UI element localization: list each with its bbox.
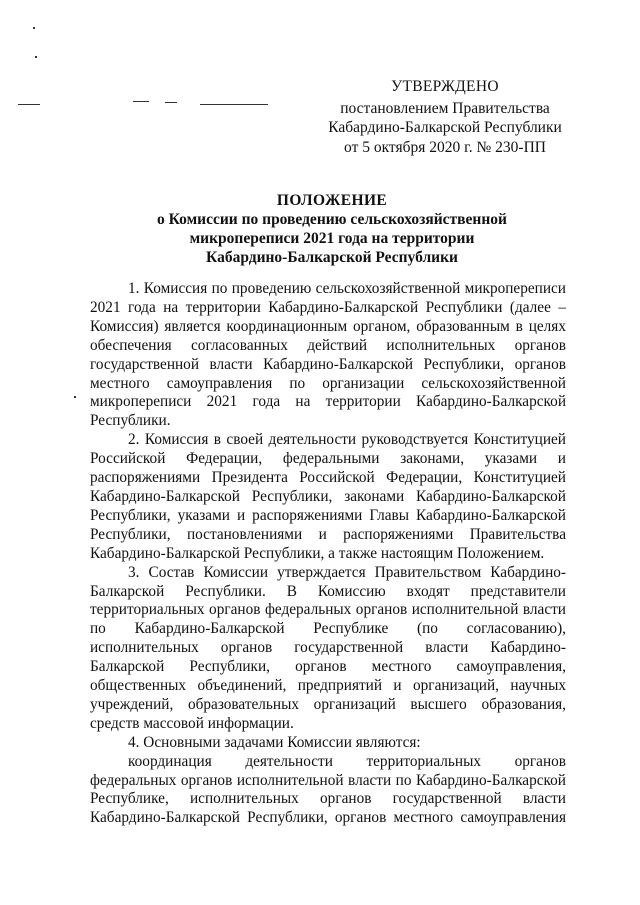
title-line: о Комиссии по проведению сельскохозяйственной	[157, 211, 507, 228]
paragraph: 1. Комиссия по проведению сельскохозяйственной микропереписи 2021 года на территории Кабардино-Балкарской Республики (далее – Комиссия) является координационным органом, образованным в целях обеспечения согласованных действий исполнительных органов государственной власти Кабардино-Балкарской Республики, органов местного самоуправления по организации сельскохозяйственной микропереписи 2021 года на территории Кабардино-Балкарской Республики.	[90, 280, 566, 430]
scan-line	[165, 102, 177, 103]
approval-line: постановлением Правительства	[340, 99, 550, 117]
title-line: микропереписи 2021 года на территории	[189, 230, 475, 247]
scan-mark	[33, 27, 35, 29]
scan-line	[133, 101, 149, 102]
scan-mark	[35, 56, 37, 58]
title-main: ПОЛОЖЕНИЕ	[276, 192, 388, 209]
title-line: Кабардино-Балкарской Республики	[206, 249, 458, 266]
paragraph: 3. Состав Комиссии утверждается Правительством Кабардино-Балкарской Республики. В Комиссию входят представители территориальных органов федеральных органов исполнительной власти по Кабардино-Балкарской Республике (по согласованию), исполнительных органов государственной власти Кабардино-Балкарской Республики, органов местного самоуправления, общественных объединений, предприятий и организаций, научных учреждений, образовательных организаций высшего образования, средств массовой информации.	[90, 563, 566, 732]
document-title	[100, 191, 564, 267]
paragraph: координация деятельности территориальных органов федеральных органов исполнительной власти по Кабардино-Балкарской Республике, исполнительных органов государственной власти Кабардино-Балкарской Республики, органов местного самоуправления	[90, 752, 566, 827]
scan-line	[18, 104, 40, 105]
approval-heading: УТВЕРЖДЕНО	[391, 78, 499, 95]
scan-line	[200, 104, 268, 105]
scan-mark	[74, 396, 76, 398]
document-body	[90, 280, 566, 828]
approval-line: Кабардино-Балкарской Республики	[328, 119, 562, 136]
approval-line: от 5 октября 2020 г. № 230-ПП	[344, 138, 546, 156]
paragraph: 4. Основными задачами Комиссии являются:	[128, 733, 421, 751]
approval-block	[316, 77, 574, 157]
paragraph: 2. Комиссия в своей деятельности руководствуется Конституцией Российской Федерации, федеральными законами, указами и распоряжениями Президента Российской Федерации, Конституцией Кабардино-Балкарской Республики, законами Кабардино-Балкарской Республики, указами и распоряжениями Главы Кабардино-Балкарской Республики, постановлениями и распоряжениями Правительства Кабардино-Балкарской Республики, а также настоящим Положением.	[90, 431, 566, 562]
